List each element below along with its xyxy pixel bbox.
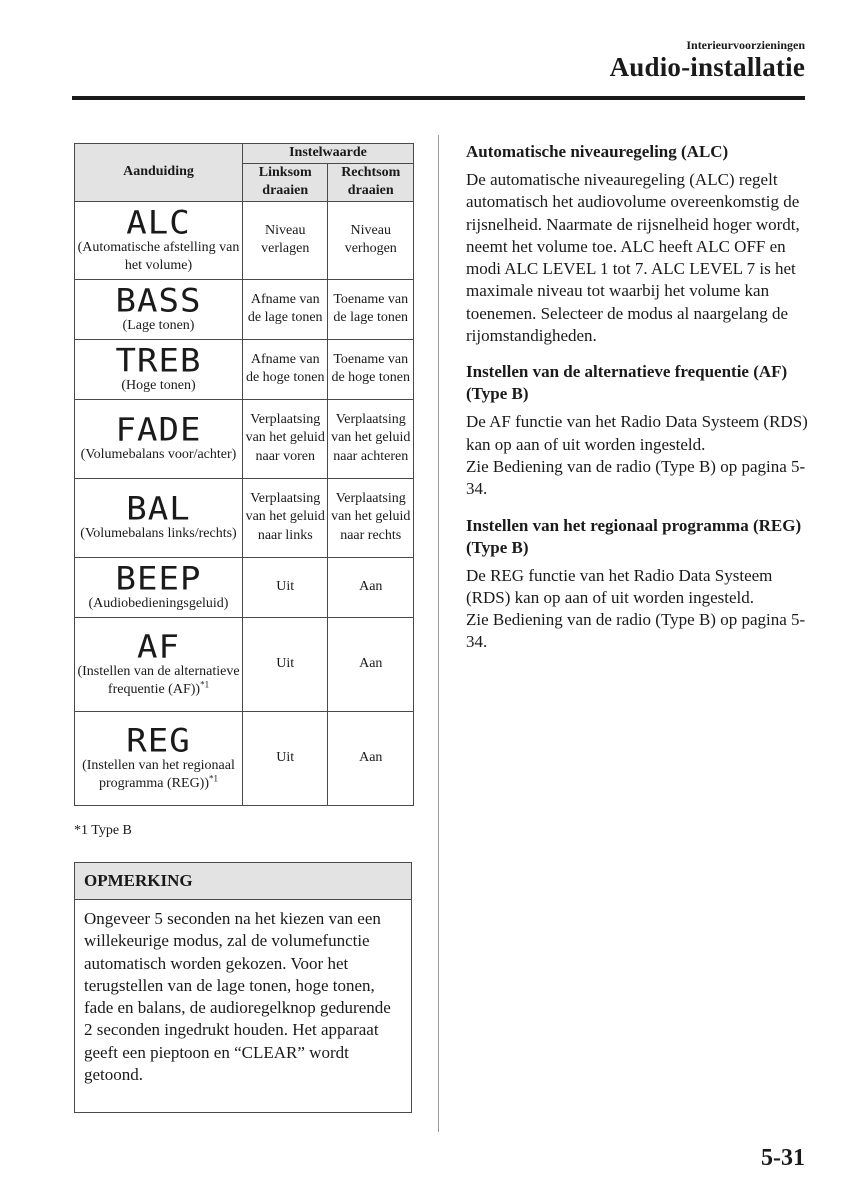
row-right-value: Aan xyxy=(328,617,414,711)
page-number: 5-31 xyxy=(761,1145,805,1171)
header-rule xyxy=(72,96,805,100)
section-reg xyxy=(466,515,811,654)
lcd-display-text: REG xyxy=(126,721,191,760)
row-right-value: Aan xyxy=(328,557,414,617)
row-description: (Audiobedieningsgeluid) xyxy=(88,595,229,611)
row-right-value: Toename van de hoge tonen xyxy=(328,339,414,399)
row-right-value: Niveau verhogen xyxy=(328,201,414,279)
footnote: *1 Type B xyxy=(74,823,132,838)
settings-table xyxy=(74,143,414,806)
section-paragraph: Zie Bediening van de radio (Type B) op pagina 5-34. xyxy=(466,456,806,499)
table-row xyxy=(75,557,414,617)
page-title: Audio-installatie xyxy=(609,52,805,82)
row-left-value: Afname van de lage tonen xyxy=(243,279,328,339)
row-left-value: Niveau verlagen xyxy=(243,201,328,279)
section-heading-af: Instellen van de alternatieve frequentie (AF) (Type B) xyxy=(466,362,788,404)
lcd-display-text: FADE xyxy=(115,411,202,450)
row-indicator-cell xyxy=(75,711,243,805)
row-indicator-cell xyxy=(75,617,243,711)
header-aanduiding: Aanduiding xyxy=(75,144,243,202)
note-text: Ongeveer 5 seconden na het kiezen van een willekeurige modus, zal de volumefunctie automatisch worden gekozen. Voor het terugstellen van de lage tonen, hoge tonen, fade en balans, de audioregelknop gedurende 2 seconden ingedrukt houden. Het apparaat geeft een pieptoon en “CLEAR” wordt getoond. xyxy=(84,909,391,1085)
row-left-value: Afname van de hoge tonen xyxy=(243,339,328,399)
row-indicator-cell xyxy=(75,399,243,478)
note-heading: OPMERKING xyxy=(75,863,411,900)
table-body xyxy=(75,201,414,805)
row-indicator-cell xyxy=(75,201,243,279)
row-description: (Instellen van de alternatieve frequentie (AF)) xyxy=(77,663,240,697)
row-right-value: Toename van de lage tonen xyxy=(328,279,414,339)
section-paragraph: De automatische niveauregeling (ALC) regelt automatisch het audiovolume overeenkomstig de rijsnelheid. Naarmate de rijsnelheid hoger wordt, neemt het volume toe. ALC heeft ALC OFF en modi ALC LEVEL 1 tot 7. ALC LEVEL 7 is het maximale niveau tot waarbij het volume kan toenemen. Selecteer de modus al naargelang de rijomstandigheden. xyxy=(466,170,800,346)
row-description: (Instellen van het regionaal programma (REG)) xyxy=(82,757,235,791)
row-indicator-cell xyxy=(75,339,243,399)
table-row xyxy=(75,478,414,557)
right-column xyxy=(466,141,811,668)
footnote-marker: *1 xyxy=(209,773,219,784)
row-right-value: Verplaatsing van het geluid naar achteren xyxy=(328,399,414,478)
row-description: (Automatische afstelling van het volume) xyxy=(77,239,240,273)
row-indicator-cell xyxy=(75,478,243,557)
section-heading-alc: Automatische niveauregeling (ALC) xyxy=(466,142,729,161)
section-paragraph: De REG functie van het Radio Data Systeem (RDS) kan op aan of uit worden ingesteld. xyxy=(466,565,773,607)
section-alc xyxy=(466,141,811,347)
row-left-value: Verplaatsing van het geluid naar links xyxy=(243,478,328,557)
table-row xyxy=(75,617,414,711)
header-instelwaarde: Instelwaarde xyxy=(243,144,414,164)
header-rechtsom: Rechtsom draaien xyxy=(328,163,414,201)
row-right-value: Verplaatsing van het geluid naar rechts xyxy=(328,478,414,557)
section-paragraph: De AF functie van het Radio Data Systeem (RDS) kan op aan of uit worden ingesteld. xyxy=(466,412,808,454)
section-label: Interieurvoorzieningen xyxy=(686,38,805,52)
column-divider xyxy=(438,135,439,1132)
section-heading-reg: Instellen van het regionaal programma (REG) (Type B) xyxy=(466,515,802,557)
footnote-marker: *1 xyxy=(200,679,210,690)
table-row xyxy=(75,399,414,478)
lcd-display-text: ALC xyxy=(126,203,191,242)
lcd-display-text: BAL xyxy=(126,490,191,529)
row-left-value: Uit xyxy=(243,617,328,711)
row-description: (Volumebalans links/rechts) xyxy=(80,526,237,542)
row-right-value: Aan xyxy=(328,711,414,805)
row-description: (Lage tonen) xyxy=(122,317,195,333)
table-row xyxy=(75,279,414,339)
row-left-value: Uit xyxy=(243,557,328,617)
lcd-display-text: BEEP xyxy=(115,559,202,598)
row-left-value: Uit xyxy=(243,711,328,805)
row-description: (Hoge tonen) xyxy=(121,377,196,393)
lcd-display-text: AF xyxy=(137,627,180,666)
header-linksom: Linksom draaien xyxy=(243,163,328,201)
row-indicator-cell xyxy=(75,279,243,339)
lcd-display-text: BASS xyxy=(115,281,202,320)
table-row xyxy=(75,711,414,805)
table-row xyxy=(75,339,414,399)
section-af xyxy=(466,361,811,500)
row-left-value: Verplaatsing van het geluid naar voren xyxy=(243,399,328,478)
section-paragraph: Zie Bediening van de radio (Type B) op pagina 5-34. xyxy=(466,610,806,652)
row-indicator-cell xyxy=(75,557,243,617)
row-description: (Volumebalans voor/achter) xyxy=(80,447,237,463)
note-box xyxy=(74,862,412,1113)
table-row xyxy=(75,201,414,279)
lcd-display-text: TREB xyxy=(115,341,202,380)
